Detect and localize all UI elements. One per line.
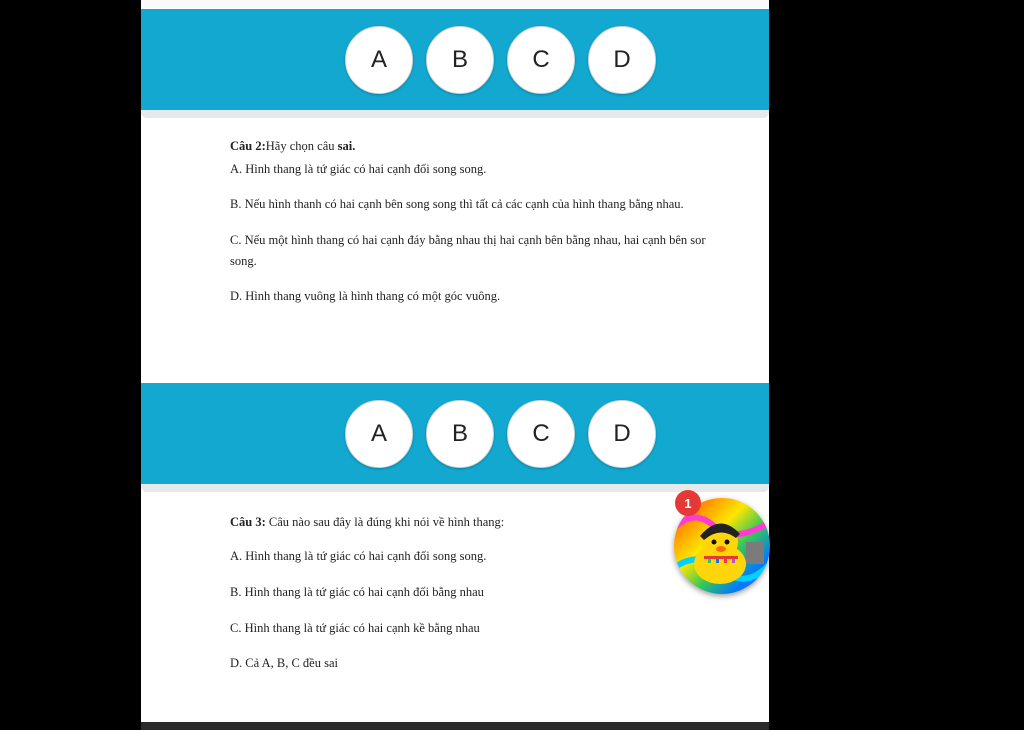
- question-2-option-b: B. Nếu hình thanh có hai cạnh bên song song thì tất cả các cạnh của hình thang bằng nhau.: [230, 197, 684, 211]
- question-2-number: Câu 2:: [230, 139, 266, 153]
- chat-head[interactable]: [672, 494, 770, 598]
- question-2-option-d: D. Hình thang vuông là hình thang có một góc vuông.: [230, 289, 501, 303]
- question-3-option-b: B. Hình thang là tứ giác có hai cạnh đối bằng nhau: [230, 585, 484, 599]
- answer-d-button[interactable]: D: [588, 26, 656, 94]
- question-2-text: Hãy chọn câu: [265, 139, 338, 153]
- answer-b-button[interactable]: B: [426, 26, 494, 94]
- quiz-page: [141, 0, 769, 722]
- question-3-text: Câu nào sau đây là đúng khi nói về hình thang:: [265, 515, 505, 529]
- question-2-option-c: C. Nếu một hình thang có hai cạnh đáy bằng nhau thị hai cạnh bên bằng nhau, hai cạnh bên sor: [230, 233, 706, 247]
- question-3-option-c: C. Hình thang là tứ giác có hai cạnh kề bằng nhau: [230, 621, 480, 635]
- question-3-option-d: D. Cả A, B, C đều sai: [230, 656, 338, 670]
- question-2-option-c-continued: song.: [230, 254, 257, 268]
- answer-d-button[interactable]: D: [588, 400, 656, 468]
- top-strip: [141, 0, 769, 8]
- question-2-title: [230, 139, 769, 154]
- answer-c-button[interactable]: C: [507, 26, 575, 94]
- question-2-emphasis: sai.: [337, 139, 356, 153]
- question-3-number: Câu 3:: [230, 515, 266, 529]
- answer-bar-1: [141, 9, 769, 118]
- answer-c-button[interactable]: C: [507, 400, 575, 468]
- notification-badge: 1: [675, 490, 701, 516]
- answer-a-button[interactable]: A: [345, 26, 413, 94]
- answer-b-button[interactable]: B: [426, 400, 494, 468]
- answer-a-button[interactable]: A: [345, 400, 413, 468]
- bottom-bar: [141, 722, 769, 730]
- answer-bar-2: [141, 383, 769, 492]
- question-3-option-a: A. Hình thang là tứ giác có hai cạnh đối song song.: [230, 549, 487, 563]
- question-2-option-a: A. Hình thang là tứ giác có hai cạnh đối song song.: [230, 162, 487, 176]
